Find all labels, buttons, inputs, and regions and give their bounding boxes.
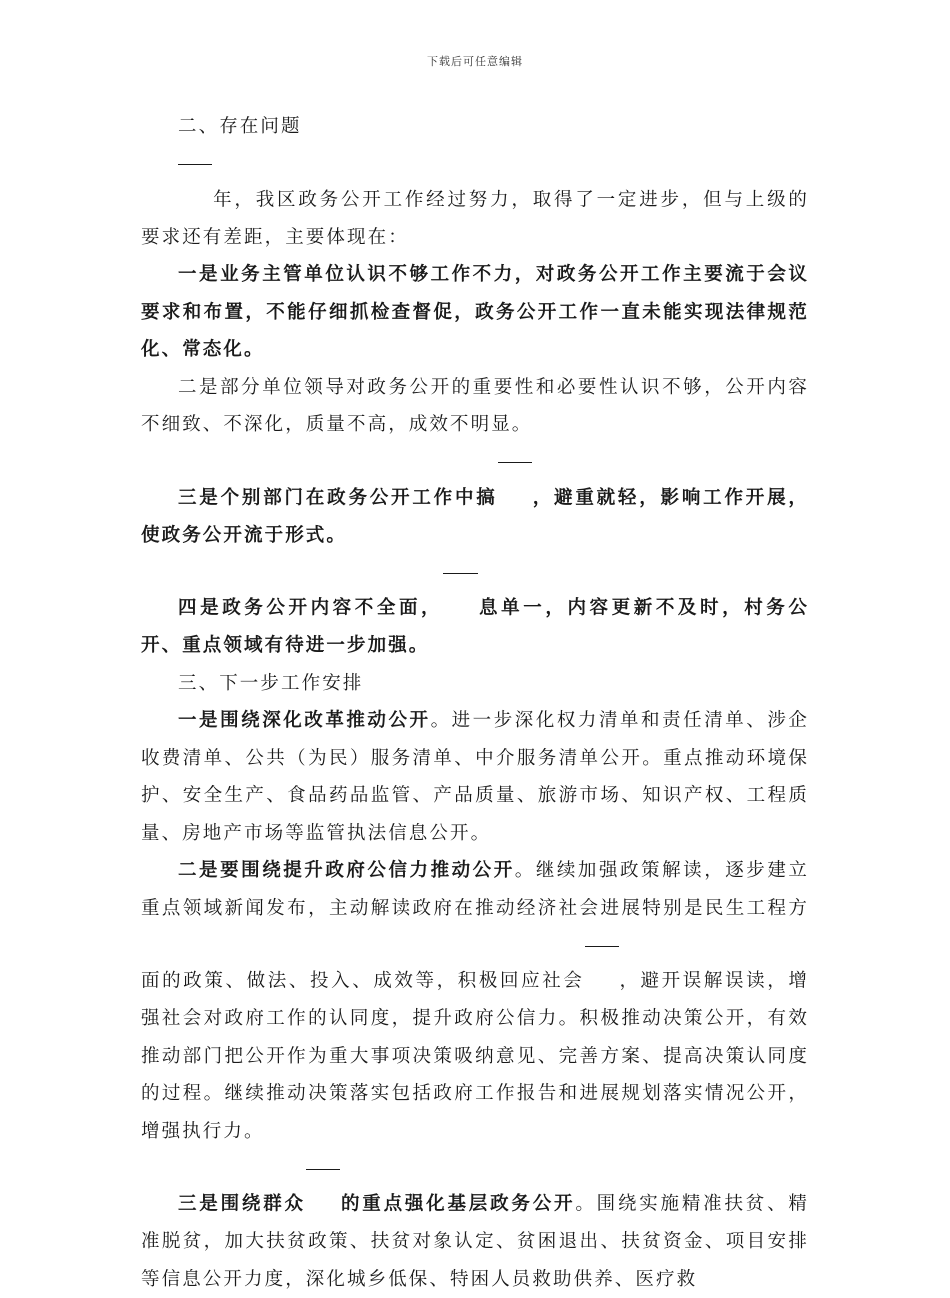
fill-blank [443, 554, 477, 574]
plan-paragraph-3 [141, 1150, 809, 1298]
problem-paragraph-1: 一是业务主管单位认识不够工作不力，对政务公开工作主要流于会议要求和布置，不能仔细抓检查督促，政务公开工作一直未能实现法律规范化、常态化。 [141, 264, 809, 360]
intro-text: 年，我区政务公开工作经过努力，取得了一定进步，但与上级的要求还有差距，主要体现在： [141, 189, 809, 248]
paragraph-text: 。围绕实施精准扶贫、精准脱贫，加大扶贫政策、扶贫对象认定、贫困退出、扶贫资金、项目安排等信息公开力度，深化城乡低保、特困人员救助供养、医疗救 [141, 1193, 809, 1290]
paragraph-lead: 二是要围绕提升政府公信力推动公开 [178, 860, 515, 881]
fill-blank [306, 1150, 340, 1170]
paragraph-text: 。继续加强政策解读，逐步建立重点领域新闻发布，主动解读政府在推动经济社会进展特别是民生工程方面的政策、做法、投入、成效等，积极回应社会 [141, 860, 809, 992]
paragraph-lead: 三是围绕群众 [178, 1193, 306, 1215]
paragraph-text: 。进一步深化权力清单和责任清单、涉企收费清单、公共（为民）服务清单、中介服务清单公开。重点推动环境保护、安全生产、食品药品监管、产品质量、旅游市场、知识产权、工程质量、房地产市场等监管执法信息公开。 [141, 710, 809, 844]
paragraph-lead: 一是围绕深化改革推动公开 [178, 710, 431, 731]
intro-paragraph [141, 146, 809, 257]
section-heading-problems: 二、存在问题 [178, 116, 302, 137]
paragraph-text: ，避重就轻，影响工作开展，使政务公开流于形式。 [141, 487, 809, 546]
plan-paragraph-2 [141, 852, 809, 1150]
paragraph-text: 息单一，内容更新不及时，村务公开、重点领域有待进一步加强。 [141, 597, 809, 656]
section-heading-next-steps: 三、下一步工作安排 [178, 672, 364, 694]
paragraph-text: 四是政务公开内容不全面， [178, 597, 444, 619]
fill-blank [585, 927, 619, 947]
fill-blank [178, 146, 212, 166]
paragraph-lead: 的重点强化基层政务公开 [340, 1193, 576, 1215]
problem-paragraph-4 [141, 554, 809, 665]
paragraph-text: 三是个别部门在政务公开工作中搞 [178, 487, 498, 508]
document-body [141, 108, 809, 1298]
problem-paragraph-3 [141, 444, 809, 555]
plan-paragraph-1 [141, 702, 809, 852]
problem-paragraph-2: 二是部分单位领导对政务公开的重要性和必要性认识不够，公开内容不细致、不深化，质量不高，成效不明显。 [141, 376, 809, 435]
paragraph-text: ，避开误解误读，增强社会对政府工作的认同度，提升政府公信力。积极推动决策公开，有效推动部门把公开作为重大事项决策吸纳意见、完善方案、提高决策认同度的过程。继续推动决策落实包括政府工作报告和进展规划落实情况公开，增强执行力。 [141, 970, 809, 1142]
fill-blank [498, 444, 532, 464]
page-header: 下载后可任意编辑 [427, 55, 523, 68]
